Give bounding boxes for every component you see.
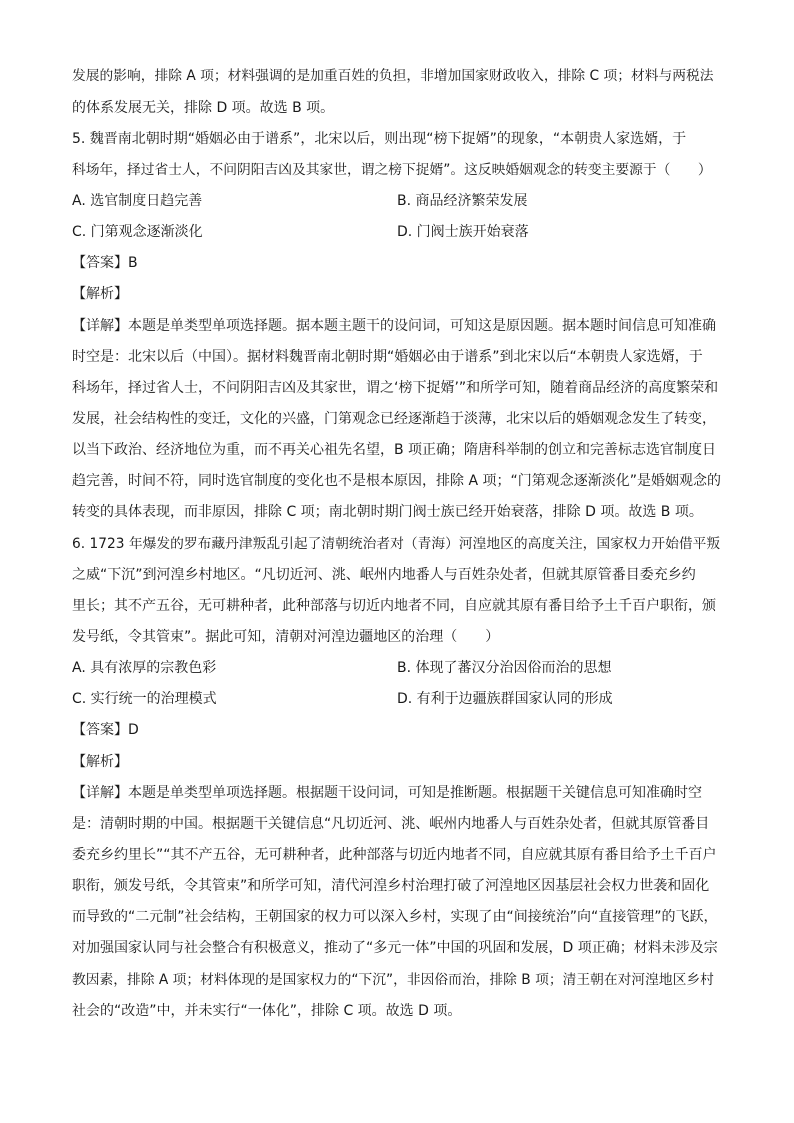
question-5-option-a: A. 选官制度日趋完善 [72,193,203,209]
question-6-detail-line: 对加强国家认同与社会整合有积极意义，推动了“多元一体”中国的巩固和发展，D 项正确；材料未涉及宗 [72,940,718,956]
question-5-option-c: C. 门第观念逐渐淡化 [72,224,203,240]
question-5-stem-line: 科场年，择过省士人，不问阴阳吉凶及其家世，谓之榜下捉婿”。这反映婚姻观念的转变主要源于（ ） [72,162,712,178]
question-5-detail-line: 科场年，择过省人士，不问阴阳吉凶及其家世，谓之‘榜下捉婿’”和所学可知，随着商品经济的高度繁荣和 [72,380,719,396]
question-5-detail-line: 转变的具体表现，而非原因，排除 C 项；南北朝时期门阀士族已经开始衰落，排除 D 项。故选 B 项。 [72,504,703,520]
question-6-detail-line: 教因素，排除 A 项；材料体现的是国家权力的“下沉”，非因俗而治，排除 B 项；清王朝在对河湟地区乡村 [72,972,714,988]
question-6-analysis-heading: 【解析】 [72,754,128,770]
question-6-option-c: C. 实行统一的治理模式 [72,691,217,707]
question-6-stem-line: 之威“下沉”到河湟乡村地区。“凡切近河、洮、岷州内地番人与百姓杂处者，但就其原管番目委充乡约 [72,567,696,583]
question-6-stem-line: 6. 1723 年爆发的罗布藏丹津叛乱引起了清朝统治者对（青海）河湟地区的高度关注，国家权力开始借平叛 [72,536,721,552]
question-5-detail-line: 趋完善，时间不符，同时选官制度的变化也不是根本原因，排除 A 项；“门第观念逐渐淡化”是婚姻观念的 [72,473,721,489]
question-6-answer: 【答案】D [72,722,139,738]
question-5-detail-line: 时空是：北宋以后（中国）。据材料魏晋南北朝时期“婚姻必由于谱系”到北宋以后“本朝贵人家选婿，于 [72,349,703,365]
question-6-option-b: B. 体现了蕃汉分治因俗而治的思想 [397,660,612,676]
question-5-option-b: B. 商品经济繁荣发展 [397,193,528,209]
question-5-detail-line: 发展，社会结构性的变迁，文化的兴盛，门第观念已经逐渐趋于淡薄，北宋以后的婚姻观念发生了转变， [72,411,716,427]
question-6-detail-line: 是：清朝时期的中国。根据题干关键信息“凡切近河、洮、岷州内地番人与百姓杂处者，但就其原管番目 [72,816,710,832]
question-6-detail-line: 职衔，颁发号纸，令其管束”和所学可知，清代河湟乡村治理打破了河湟地区因基层社会权力世袭和固化 [72,878,710,894]
question-5-option-d: D. 门阀士族开始衰落 [397,224,529,240]
question-6-option-d: D. 有利于边疆族群国家认同的形成 [397,691,613,707]
question-5-analysis-heading: 【解析】 [72,286,128,302]
question-5-detail-line: 以当下政治、经济地位为重，而不再关心祖先名望，B 项正确；隋唐科举制的创立和完善标志选官制度日 [72,442,717,458]
question-5-stem-line: 5. 魏晋南北朝时期“婚姻必由于谱系”，北宋以后，则出现“榜下捉婿”的现象，“本朝贵人家选婿，于 [72,131,687,147]
question-6-detail-line: 委充乡约里长”“其不产五谷，无可耕种者，此种部落与切近内地者不同，自应就其原有番目给予土千百户 [72,847,717,863]
text-line: 的体系发展无关，排除 D 项。故选 B 项。 [72,100,335,116]
question-6-detail-line: 社会的“改造”中，并未实行“一体化”，排除 C 项。故选 D 项。 [72,1003,462,1019]
question-6-stem-line: 里长；其不产五谷，无可耕种者，此种部落与切近内地者不同，自应就其原有番目给予土千百户职衔，颁 [72,598,716,614]
question-5-answer: 【答案】B [72,255,138,271]
question-6-detail-line: 而导致的“二元制”社会结构，王朝国家的权力可以深入乡村，实现了由“间接统治”向“直接管理”的飞跃， [72,909,718,925]
question-5-detail-line: 【详解】本题是单类型单项选择题。据本题主题干的设问词，可知这是原因题。据本题时间信息可知准确 [72,318,716,334]
question-6-stem-line: 发号纸，令其管束”。据此可知，清朝对河湟边疆地区的治理（ ） [72,629,500,645]
question-6-detail-line: 【详解】本题是单类型单项选择题。根据题干设问词，可知是推断题。根据题干关键信息可知准确时空 [72,785,702,801]
question-6-option-a: A. 具有浓厚的宗教色彩 [72,660,217,676]
text-line: 发展的影响，排除 A 项；材料强调的是加重百姓的负担，非增加国家财政收入，排除 C 项；材料与两税法 [72,68,714,84]
